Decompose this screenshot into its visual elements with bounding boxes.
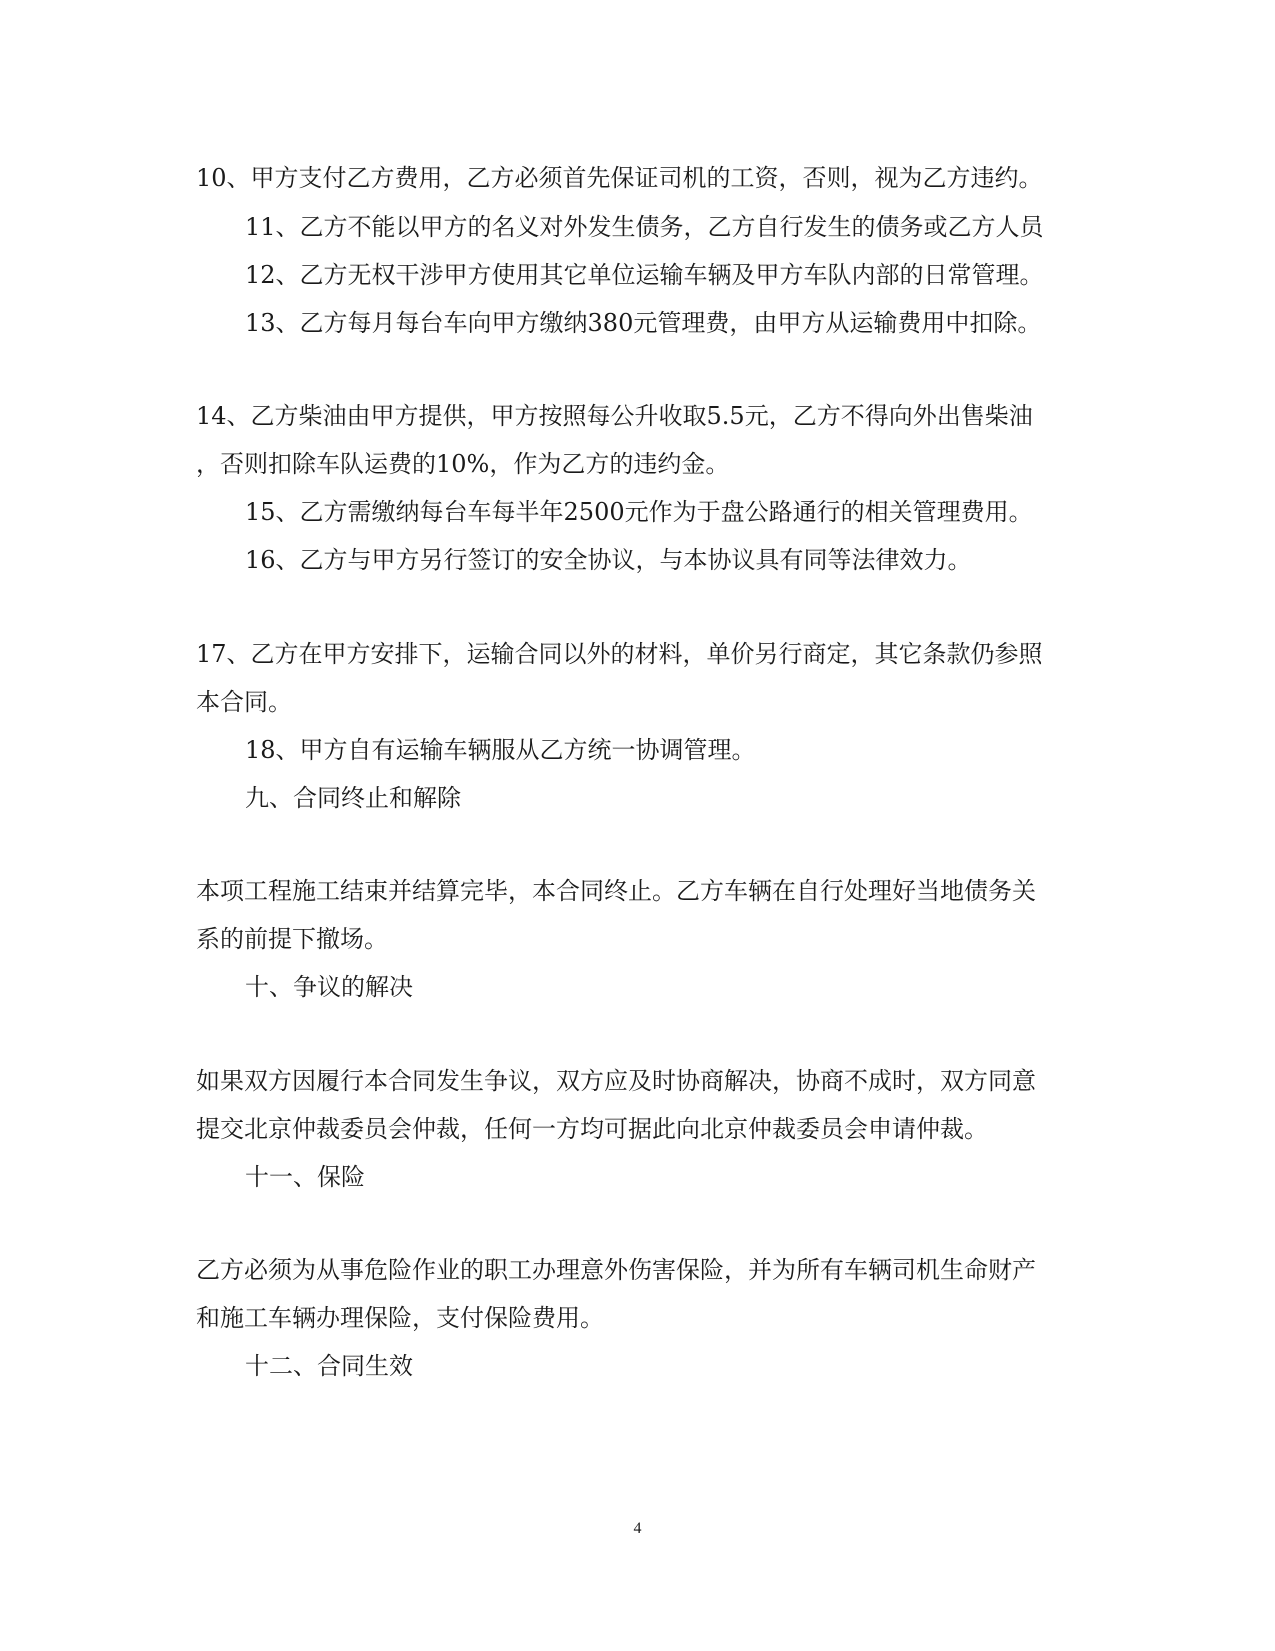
section-heading-10: 十、争议的解决 (245, 973, 413, 1001)
clause-17-line-2: 本合同。 (196, 688, 292, 716)
section-9-body-line-2: 系的前提下撤场。 (196, 925, 388, 953)
section-9-body-line-1: 本项工程施工结束并结算完毕，本合同终止。乙方车辆在自行处理好当地债务关 (196, 877, 1036, 905)
section-heading-11: 十一、保险 (245, 1163, 365, 1191)
section-10-body-line-1: 如果双方因履行本合同发生争议，双方应及时协商解决，协商不成时，双方同意 (196, 1067, 1036, 1095)
clause-16: 16、乙方与甲方另行签订的安全协议，与本协议具有同等法律效力。 (245, 546, 972, 574)
clause-12: 12、乙方无权干涉甲方使用其它单位运输车辆及甲方车队内部的日常管理。 (245, 261, 1044, 289)
clause-14-line-1: 14、乙方柴油由甲方提供，甲方按照每公升收取5.5元，乙方不得向外出售柴油 (196, 402, 1033, 430)
clause-13: 13、乙方每月每台车向甲方缴纳380元管理费，由甲方从运输费用中扣除。 (245, 309, 1042, 337)
clause-11: 11、乙方不能以甲方的名义对外发生债务，乙方自行发生的债务或乙方人员 (245, 213, 1044, 241)
clause-18: 18、甲方自有运输车辆服从乙方统一协调管理。 (245, 736, 756, 764)
clause-15: 15、乙方需缴纳每台车每半年2500元作为于盘公路通行的相关管理费用。 (245, 498, 1033, 526)
clause-10: 10、甲方支付乙方费用，乙方必须首先保证司机的工资，否则，视为乙方违约。 (196, 164, 1043, 192)
section-11-body-line-1: 乙方必须为从事危险作业的职工办理意外伤害保险，并为所有车辆司机生命财产 (196, 1256, 1036, 1284)
page-number: 4 (633, 1520, 642, 1537)
section-10-body-line-2: 提交北京仲裁委员会仲裁，任何一方均可据此向北京仲裁委员会申请仲裁。 (196, 1115, 988, 1143)
clause-17-line-1: 17、乙方在甲方安排下，运输合同以外的材料，单价另行商定，其它条款仍参照 (196, 640, 1043, 668)
section-heading-12: 十二、合同生效 (245, 1352, 413, 1380)
section-heading-9: 九、合同终止和解除 (245, 784, 461, 812)
clause-14-line-2: ，否则扣除车队运费的10%，作为乙方的违约金。 (196, 450, 730, 478)
section-11-body-line-2: 和施工车辆办理保险，支付保险费用。 (196, 1304, 604, 1332)
